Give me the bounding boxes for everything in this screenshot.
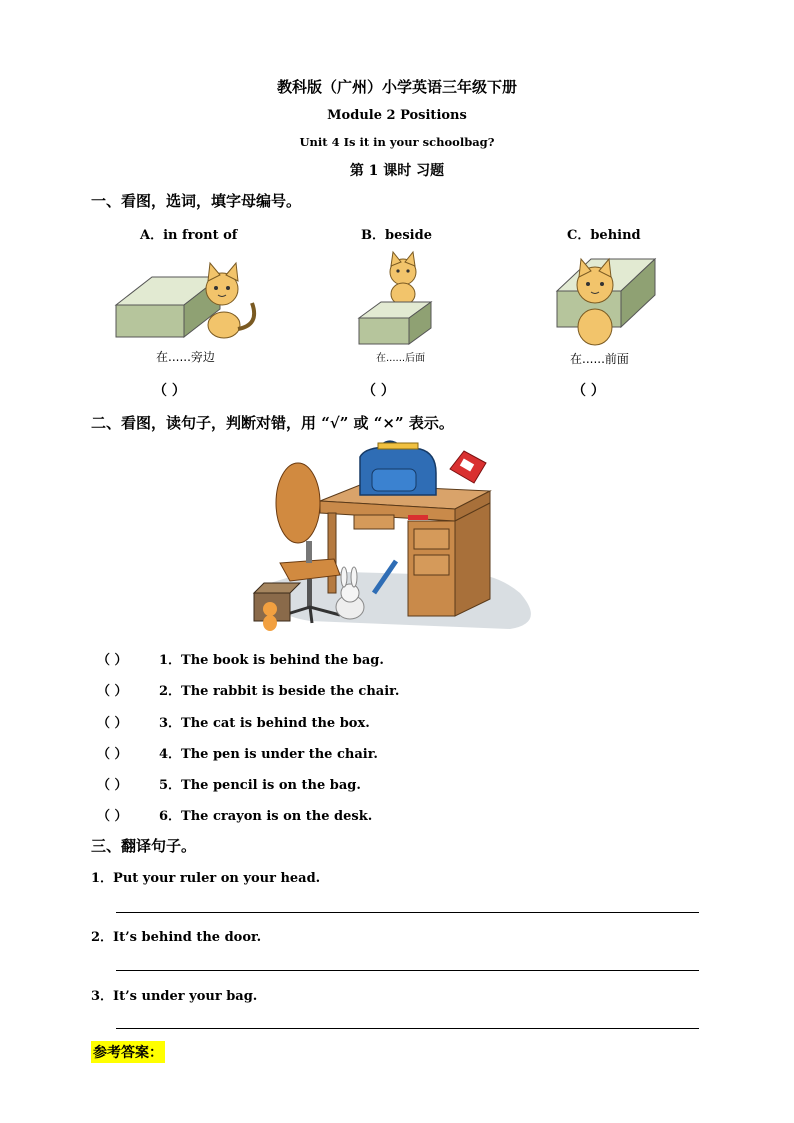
desk-scene-picture — [250, 443, 540, 638]
answer-key-label: 参考答案： — [91, 1041, 165, 1063]
judge-blank-3[interactable]: （ ） — [97, 716, 128, 731]
judge-item-5 — [97, 774, 361, 793]
judge-text-3: 3．The cat is behind the box. — [159, 716, 370, 731]
judge-item-6 — [97, 805, 372, 824]
section3-heading: 三、翻译句子。 — [91, 837, 197, 855]
section2-heading: 二、看图，读句子，判断对错，用 “√” 或 “×” 表示。 — [91, 414, 454, 432]
caption-beside: 在......旁边 — [156, 350, 215, 364]
judge-text-4: 4．The pen is under the chair. — [159, 747, 378, 762]
blank-3[interactable]: （ ） — [572, 383, 605, 399]
cat-behind-box-picture — [355, 252, 445, 347]
translate-item-1: 1．Put your ruler on your head. — [91, 871, 321, 886]
answer-line-3[interactable] — [116, 1028, 699, 1029]
module-title: Module 2 Positions — [327, 108, 467, 123]
option-c: C．behind — [567, 228, 641, 243]
option-b: B．beside — [361, 228, 432, 243]
unit-title: Unit 4 Is it in your schoolbag? — [299, 135, 495, 149]
section1-heading: 一、看图，选词，填字母编号。 — [91, 192, 302, 210]
translate-item-3: 3．It’s under your bag. — [91, 989, 258, 1004]
blank-2[interactable]: （ ） — [362, 383, 395, 399]
judge-blank-4[interactable]: （ ） — [97, 747, 128, 762]
answer-line-1[interactable] — [116, 912, 699, 913]
judge-blank-6[interactable]: （ ） — [97, 809, 128, 824]
cat-in-front-of-box-picture — [555, 255, 660, 350]
page-title: 教科版（广州）小学英语三年级下册 — [276, 78, 517, 96]
judge-blank-1[interactable]: （ ） — [97, 653, 128, 668]
translate-item-2: 2．It’s behind the door. — [91, 930, 262, 945]
judge-blank-2[interactable]: （ ） — [97, 684, 128, 699]
lesson-title: 第 1 课时 习题 — [349, 163, 445, 179]
cat-beside-box-picture — [112, 255, 272, 345]
judge-item-3 — [97, 712, 370, 731]
judge-item-1 — [97, 649, 384, 668]
judge-item-2 — [97, 680, 399, 699]
blank-1[interactable]: （ ） — [153, 383, 186, 399]
judge-text-6: 6．The crayon is on the desk. — [159, 809, 373, 824]
answer-line-2[interactable] — [116, 970, 699, 971]
judge-text-1: 1．The book is behind the bag. — [159, 653, 384, 668]
caption-in-front: 在......前面 — [570, 352, 629, 366]
judge-blank-5[interactable]: （ ） — [97, 778, 128, 793]
judge-item-4 — [97, 743, 378, 762]
judge-text-5: 5．The pencil is on the bag. — [159, 778, 361, 793]
caption-behind: 在......后面 — [376, 353, 426, 364]
option-a: A．in front of — [140, 228, 238, 243]
judge-text-2: 2．The rabbit is beside the chair. — [159, 684, 400, 699]
